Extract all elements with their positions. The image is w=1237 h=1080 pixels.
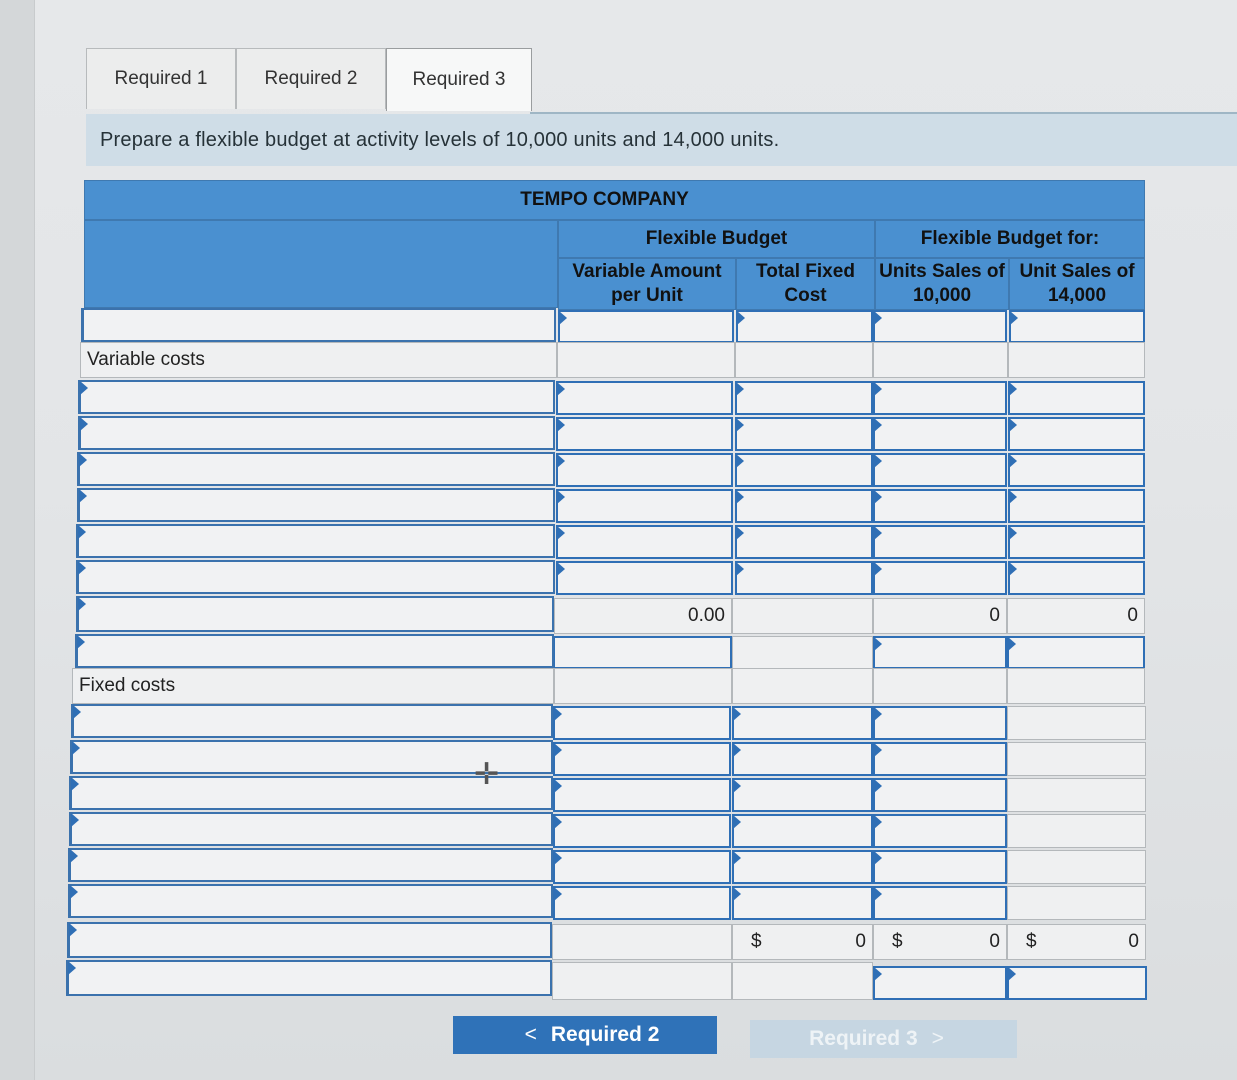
- header-input-fixed[interactable]: [736, 310, 873, 343]
- net-per-unit-empty: [552, 962, 732, 1000]
- variable-cost-10000-input[interactable]: [873, 381, 1007, 415]
- next-required-3-button[interactable]: [750, 1020, 1017, 1058]
- fixed-cost-14000-cell: [1007, 778, 1146, 812]
- variable-cost-10000-input[interactable]: [873, 489, 1007, 523]
- fixed-heading-cell: [732, 668, 873, 704]
- instruction-bar: [86, 114, 1237, 166]
- fixed-costs-label: Fixed costs: [79, 675, 176, 696]
- subtotal-fixed-empty: [732, 636, 873, 669]
- variable-cost-fixed-input[interactable]: [735, 453, 873, 487]
- fixed-cost-total-input[interactable]: [732, 706, 873, 740]
- fixed-total-14000: [1007, 924, 1146, 960]
- fixed-total-10000-currency: $: [892, 931, 903, 952]
- subtotal-10000-input[interactable]: [873, 636, 1007, 669]
- net-10000-input[interactable]: [873, 966, 1007, 1000]
- variable-cost-name-input[interactable]: [77, 488, 555, 522]
- flexible-budget-for-group: [875, 220, 1145, 258]
- flexible-budget-group-label: Flexible Budget: [645, 228, 788, 249]
- fixed-cost-10000-input[interactable]: [873, 886, 1007, 920]
- fixed-cost-10000-input[interactable]: [873, 742, 1007, 776]
- fixed-cost-per-unit-input[interactable]: [553, 706, 731, 740]
- fixed-total-label-input[interactable]: [67, 922, 552, 958]
- previous-button-label: Required 2: [550, 1023, 660, 1046]
- variable-total-label-input[interactable]: [76, 596, 554, 632]
- fixed-cost-per-unit-input[interactable]: [553, 742, 731, 776]
- tab-required-2[interactable]: Required 2: [236, 48, 386, 109]
- col-units-10000: [875, 258, 1009, 310]
- fixed-heading-cell: [873, 668, 1007, 704]
- variable-cost-10000-input[interactable]: [873, 525, 1007, 559]
- fixed-cost-name-input[interactable]: [68, 848, 553, 882]
- screen-edge: [0, 0, 35, 1080]
- variable-cost-fixed-input[interactable]: [735, 489, 873, 523]
- variable-total-per-unit: [554, 598, 732, 634]
- variable-heading-cell: [1008, 342, 1145, 378]
- company-header: [84, 180, 1145, 220]
- col-units-14000-label: Unit Sales of 14,000: [1019, 261, 1135, 306]
- subtotal-14000-input[interactable]: [1007, 636, 1145, 669]
- variable-total-fixed-empty: [732, 598, 873, 634]
- chevron-left-icon: <: [524, 1023, 537, 1046]
- variable-heading-cell: [873, 342, 1008, 378]
- fixed-cost-10000-input[interactable]: [873, 850, 1007, 884]
- variable-cost-14000-input[interactable]: [1008, 381, 1145, 415]
- variable-cost-name-input[interactable]: [76, 524, 555, 558]
- net-fixed-empty: [732, 962, 873, 1000]
- fixed-costs-heading: [72, 668, 554, 704]
- variable-cost-10000-input[interactable]: [873, 561, 1007, 595]
- next-button-label: Required 3: [809, 1027, 918, 1050]
- fixed-cost-14000-cell: [1007, 814, 1146, 848]
- tab-bar: [86, 48, 536, 110]
- fixed-cost-total-input[interactable]: [732, 850, 873, 884]
- fixed-cost-name-input[interactable]: [68, 884, 553, 918]
- fixed-cost-name-input[interactable]: [71, 704, 553, 738]
- flexible-budget-table: [64, 174, 1148, 1004]
- net-14000-input[interactable]: [1007, 966, 1147, 1000]
- subtotal-per-unit-input[interactable]: [554, 636, 732, 669]
- flexible-budget-group: [558, 220, 875, 258]
- variable-cost-fixed-input[interactable]: [735, 561, 873, 595]
- fixed-total-per-unit-empty: [552, 924, 732, 960]
- variable-total-14000: [1007, 598, 1145, 634]
- subtotal-label-input[interactable]: [75, 634, 554, 668]
- fixed-cost-14000-cell: [1007, 706, 1146, 740]
- col-variable-amount: [558, 258, 736, 310]
- header-input-14000[interactable]: [1009, 310, 1145, 343]
- variable-cost-per-unit-input[interactable]: [556, 453, 733, 487]
- company-name: TEMPO COMPANY: [520, 189, 689, 210]
- fixed-cost-total-input[interactable]: [732, 778, 873, 812]
- variable-cost-14000-input[interactable]: [1008, 525, 1145, 559]
- variable-cost-fixed-input[interactable]: [735, 381, 873, 415]
- fixed-cost-per-unit-input[interactable]: [553, 850, 731, 884]
- col-units-10000-label: Units Sales of 10,000: [879, 261, 1005, 306]
- variable-heading-cell: [735, 342, 873, 378]
- header-blank: [84, 220, 558, 308]
- fixed-cost-name-input[interactable]: [69, 812, 553, 846]
- fixed-cost-14000-cell: [1007, 886, 1146, 920]
- col-total-fixed-label: Total Fixed Cost: [756, 261, 855, 306]
- variable-cost-per-unit-input[interactable]: [556, 489, 733, 523]
- variable-total-10000-value: 0: [989, 605, 1000, 626]
- variable-cost-per-unit-input[interactable]: [556, 381, 733, 415]
- chevron-right-icon: >: [931, 1027, 944, 1050]
- variable-cost-per-unit-input[interactable]: [556, 417, 733, 451]
- fixed-heading-cell: [1007, 668, 1145, 704]
- cursor-crosshair-icon: ✛: [474, 758, 500, 791]
- variable-heading-cell: [557, 342, 735, 378]
- fixed-cost-total-input[interactable]: [732, 886, 873, 920]
- fixed-heading-cell: [554, 668, 732, 704]
- fixed-cost-per-unit-input[interactable]: [553, 778, 731, 812]
- header-input-10000[interactable]: [873, 310, 1007, 343]
- variable-cost-name-input[interactable]: [78, 380, 555, 414]
- variable-cost-14000-input[interactable]: [1008, 489, 1145, 523]
- variable-total-10000: [873, 598, 1007, 634]
- variable-cost-name-input[interactable]: [76, 560, 555, 594]
- fixed-cost-per-unit-input[interactable]: [553, 886, 731, 920]
- variable-cost-name-input[interactable]: [77, 452, 555, 486]
- header-input-variable[interactable]: [558, 310, 734, 343]
- fixed-cost-total-input[interactable]: [732, 742, 873, 776]
- net-label-input[interactable]: [66, 960, 552, 996]
- tab-required-1[interactable]: Required 1: [86, 48, 236, 109]
- variable-cost-10000-input[interactable]: [873, 417, 1007, 451]
- fixed-cost-10000-input[interactable]: [873, 706, 1007, 740]
- previous-required-2-button[interactable]: [453, 1016, 717, 1054]
- col-variable-amount-label: Variable Amount per Unit: [572, 261, 722, 306]
- fixed-total-10000-value: 0: [989, 931, 1000, 952]
- fixed-cost-10000-input[interactable]: [873, 814, 1007, 848]
- variable-costs-label: Variable costs: [87, 349, 205, 370]
- variable-total-per-unit-value: 0.00: [688, 605, 725, 626]
- fixed-total-10000: [873, 924, 1007, 960]
- fixed-cost-10000-input[interactable]: [873, 778, 1007, 812]
- col-units-14000: [1009, 258, 1145, 310]
- variable-cost-fixed-input[interactable]: [735, 417, 873, 451]
- fixed-cost-total-input[interactable]: [732, 814, 873, 848]
- fixed-total-cost-currency: $: [751, 931, 762, 952]
- variable-cost-per-unit-input[interactable]: [556, 561, 733, 595]
- fixed-total-cost-value: 0: [855, 931, 866, 952]
- variable-cost-14000-input[interactable]: [1008, 417, 1145, 451]
- variable-cost-14000-input[interactable]: [1008, 453, 1145, 487]
- flexible-budget-for-label: Flexible Budget for:: [920, 228, 1100, 249]
- fixed-cost-14000-cell: [1007, 742, 1146, 776]
- variable-costs-heading: [80, 342, 557, 378]
- instruction-text: Prepare a flexible budget at activity levels of 10,000 units and 14,000 units.: [100, 128, 780, 151]
- fixed-total-14000-value: 0: [1128, 931, 1139, 952]
- variable-cost-name-input[interactable]: [78, 416, 555, 450]
- fixed-total-14000-currency: $: [1026, 931, 1037, 952]
- col-total-fixed: [736, 258, 875, 310]
- variable-cost-per-unit-input[interactable]: [556, 525, 733, 559]
- fixed-cost-14000-cell: [1007, 850, 1146, 884]
- variable-cost-10000-input[interactable]: [873, 453, 1007, 487]
- tab-required-3[interactable]: Required 3: [386, 48, 532, 111]
- header-input-label[interactable]: [81, 308, 556, 342]
- variable-cost-fixed-input[interactable]: [735, 525, 873, 559]
- variable-cost-14000-input[interactable]: [1008, 561, 1145, 595]
- fixed-total-cost: [732, 924, 873, 960]
- fixed-cost-per-unit-input[interactable]: [553, 814, 731, 848]
- variable-total-14000-value: 0: [1127, 605, 1138, 626]
